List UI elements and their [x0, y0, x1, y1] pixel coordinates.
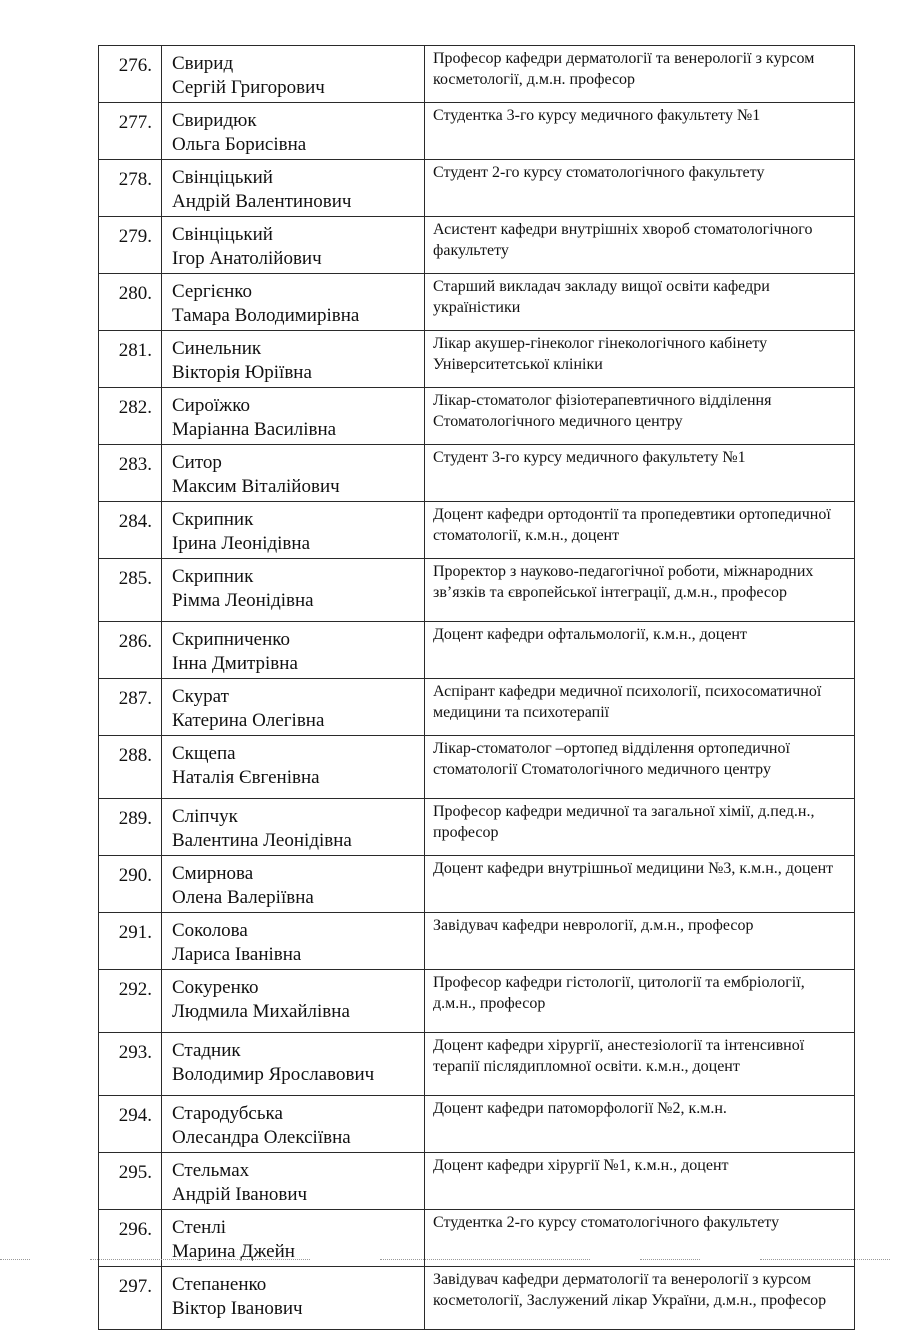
table-row: [99, 331, 855, 388]
position-cell: Доцент кафедри хірургії №1, к.м.н., доцент: [425, 1153, 855, 1210]
position-cell: Завідувач кафедри дерматології та венерології з курсом косметології, Заслужений лікар України, д.м.н., професор: [425, 1267, 855, 1330]
person-name-cell: [162, 1153, 425, 1210]
person-name-cell: [162, 46, 425, 103]
table-row: [99, 1267, 855, 1330]
person-name-cell: [162, 274, 425, 331]
row-number: 279.: [99, 217, 162, 274]
row-number: 293.: [99, 1033, 162, 1096]
roster-body: [99, 46, 855, 1330]
given-names: Людмила Михайлівна: [172, 1001, 350, 1022]
row-number: 280.: [99, 274, 162, 331]
surname: Сергієнко: [172, 281, 252, 302]
given-names: Віктор Іванович: [172, 1298, 303, 1319]
table-row: [99, 622, 855, 679]
person-name-cell: [162, 331, 425, 388]
given-names: Максим Віталійович: [172, 476, 340, 497]
table-row: [99, 559, 855, 622]
given-names: Сергій Григорович: [172, 77, 325, 98]
row-number: 286.: [99, 622, 162, 679]
position-cell: Завідувач кафедри неврології, д.м.н., професор: [425, 913, 855, 970]
position-cell: Студентка 2-го курсу стоматологічного факультету: [425, 1210, 855, 1267]
given-names: Ольга Борисівна: [172, 134, 307, 155]
surname: Свирид: [172, 53, 234, 74]
person-name-cell: [162, 1267, 425, 1330]
row-number: 291.: [99, 913, 162, 970]
position-cell: Асистент кафедри внутрішніх хвороб стоматологічного факультету: [425, 217, 855, 274]
surname: Смирнова: [172, 863, 254, 884]
position-cell: Старший викладач закладу вищої освіти кафедри україністики: [425, 274, 855, 331]
person-name-cell: [162, 679, 425, 736]
table-row: [99, 1153, 855, 1210]
row-number: 290.: [99, 856, 162, 913]
position-cell: Доцент кафедри ортодонтії та пропедевтики ортопедичної стоматології, к.м.н., доцент: [425, 502, 855, 559]
position-cell: Студент 2-го курсу стоматологічного факультету: [425, 160, 855, 217]
table-row: [99, 679, 855, 736]
table-row: [99, 913, 855, 970]
surname: Скрипник: [172, 566, 254, 587]
person-name-cell: [162, 1096, 425, 1153]
staff-roster-table: [98, 45, 855, 1330]
person-name-cell: [162, 799, 425, 856]
scan-edge-marks: [0, 1259, 900, 1263]
person-name-cell: [162, 970, 425, 1033]
given-names: Лариса Іванівна: [172, 944, 302, 965]
row-number: 287.: [99, 679, 162, 736]
position-cell: Проректор з науково-педагогічної роботи, міжнародних зв’язків та європейської інтеграції, д.м.н., професор: [425, 559, 855, 622]
surname: Скурат: [172, 686, 229, 707]
table-row: [99, 160, 855, 217]
row-number: 289.: [99, 799, 162, 856]
position-cell: Доцент кафедри внутрішньої медицини №3, к.м.н., доцент: [425, 856, 855, 913]
person-name-cell: [162, 1033, 425, 1096]
surname: Скрипник: [172, 509, 254, 530]
person-name-cell: [162, 1210, 425, 1267]
position-cell: Лікар-стоматолог –ортопед відділення ортопедичної стоматології Стоматологічного медичного центру: [425, 736, 855, 799]
table-row: [99, 217, 855, 274]
row-number: 285.: [99, 559, 162, 622]
table-row: [99, 103, 855, 160]
surname: Сокуренко: [172, 977, 259, 998]
person-name-cell: [162, 913, 425, 970]
row-number: 294.: [99, 1096, 162, 1153]
table-row: [99, 388, 855, 445]
row-number: 297.: [99, 1267, 162, 1330]
surname: Стародубська: [172, 1103, 283, 1124]
row-number: 288.: [99, 736, 162, 799]
surname: Скщепа: [172, 743, 236, 764]
row-number: 284.: [99, 502, 162, 559]
table-row: [99, 502, 855, 559]
position-cell: Лікар акушер-гінеколог гінекологічного кабінету Університетської клініки: [425, 331, 855, 388]
given-names: Катерина Олегівна: [172, 710, 325, 731]
person-name-cell: [162, 502, 425, 559]
person-name-cell: [162, 856, 425, 913]
document-page: [98, 45, 854, 1330]
row-number: 295.: [99, 1153, 162, 1210]
position-cell: Студентка 3-го курсу медичного факультету №1: [425, 103, 855, 160]
person-name-cell: [162, 559, 425, 622]
given-names: Марина Джейн: [172, 1241, 295, 1262]
given-names: Вікторія Юріївна: [172, 362, 312, 383]
person-name-cell: [162, 388, 425, 445]
given-names: Тамара Володимирівна: [172, 305, 360, 326]
row-number: 276.: [99, 46, 162, 103]
given-names: Андрій Валентинович: [172, 191, 352, 212]
given-names: Маріанна Василівна: [172, 419, 337, 440]
table-row: [99, 46, 855, 103]
given-names: Ірина Леонідівна: [172, 533, 311, 554]
given-names: Олена Валеріївна: [172, 887, 314, 908]
position-cell: Професор кафедри дерматології та венерології з курсом косметології, д.м.н. професор: [425, 46, 855, 103]
surname: Соколова: [172, 920, 248, 941]
table-row: [99, 799, 855, 856]
surname: Ситор: [172, 452, 222, 473]
person-name-cell: [162, 103, 425, 160]
row-number: 283.: [99, 445, 162, 502]
given-names: Володимир Ярославович: [172, 1064, 375, 1085]
table-row: [99, 970, 855, 1033]
surname: Стельмах: [172, 1160, 250, 1181]
surname: Стенлі: [172, 1217, 227, 1238]
surname: Скрипниченко: [172, 629, 290, 650]
surname: Сліпчук: [172, 806, 238, 827]
table-row: [99, 1033, 855, 1096]
row-number: 278.: [99, 160, 162, 217]
table-row: [99, 445, 855, 502]
given-names: Андрій Іванович: [172, 1184, 308, 1205]
position-cell: Лікар-стоматолог фізіотерапевтичного відділення Стоматологічного медичного центру: [425, 388, 855, 445]
surname: Сироїжко: [172, 395, 251, 416]
person-name-cell: [162, 736, 425, 799]
surname: Свінціцький: [172, 167, 273, 188]
table-row: [99, 736, 855, 799]
surname: Свінціцький: [172, 224, 273, 245]
given-names: Ігор Анатолійович: [172, 248, 322, 269]
given-names: Валентина Леонідівна: [172, 830, 352, 851]
person-name-cell: [162, 445, 425, 502]
surname: Стадник: [172, 1040, 241, 1061]
surname: Свиридюк: [172, 110, 257, 131]
surname: Синельник: [172, 338, 262, 359]
position-cell: Студент 3-го курсу медичного факультету №1: [425, 445, 855, 502]
row-number: 282.: [99, 388, 162, 445]
surname: Степаненко: [172, 1274, 267, 1295]
position-cell: Професор кафедри гістології, цитології та ембріології, д.м.н., професор: [425, 970, 855, 1033]
row-number: 277.: [99, 103, 162, 160]
row-number: 296.: [99, 1210, 162, 1267]
table-row: [99, 856, 855, 913]
table-row: [99, 274, 855, 331]
given-names: Рімма Леонідівна: [172, 590, 314, 611]
person-name-cell: [162, 622, 425, 679]
person-name-cell: [162, 217, 425, 274]
given-names: Наталія Євгенівна: [172, 767, 320, 788]
position-cell: Доцент кафедри хірургії, анестезіології та інтенсивної терапії післядипломної освіти. к.м.н., доцент: [425, 1033, 855, 1096]
table-row: [99, 1210, 855, 1267]
position-cell: Доцент кафедри патоморфології №2, к.м.н.: [425, 1096, 855, 1153]
position-cell: Доцент кафедри офтальмології, к.м.н., доцент: [425, 622, 855, 679]
row-number: 292.: [99, 970, 162, 1033]
table-row: [99, 1096, 855, 1153]
row-number: 281.: [99, 331, 162, 388]
position-cell: Професор кафедри медичної та загальної хімії, д.пед.н., професор: [425, 799, 855, 856]
position-cell: Аспірант кафедри медичної психології, психосоматичної медицини та психотерапії: [425, 679, 855, 736]
person-name-cell: [162, 160, 425, 217]
given-names: Олесандра Олексіївна: [172, 1127, 351, 1148]
given-names: Інна Дмитрівна: [172, 653, 298, 674]
